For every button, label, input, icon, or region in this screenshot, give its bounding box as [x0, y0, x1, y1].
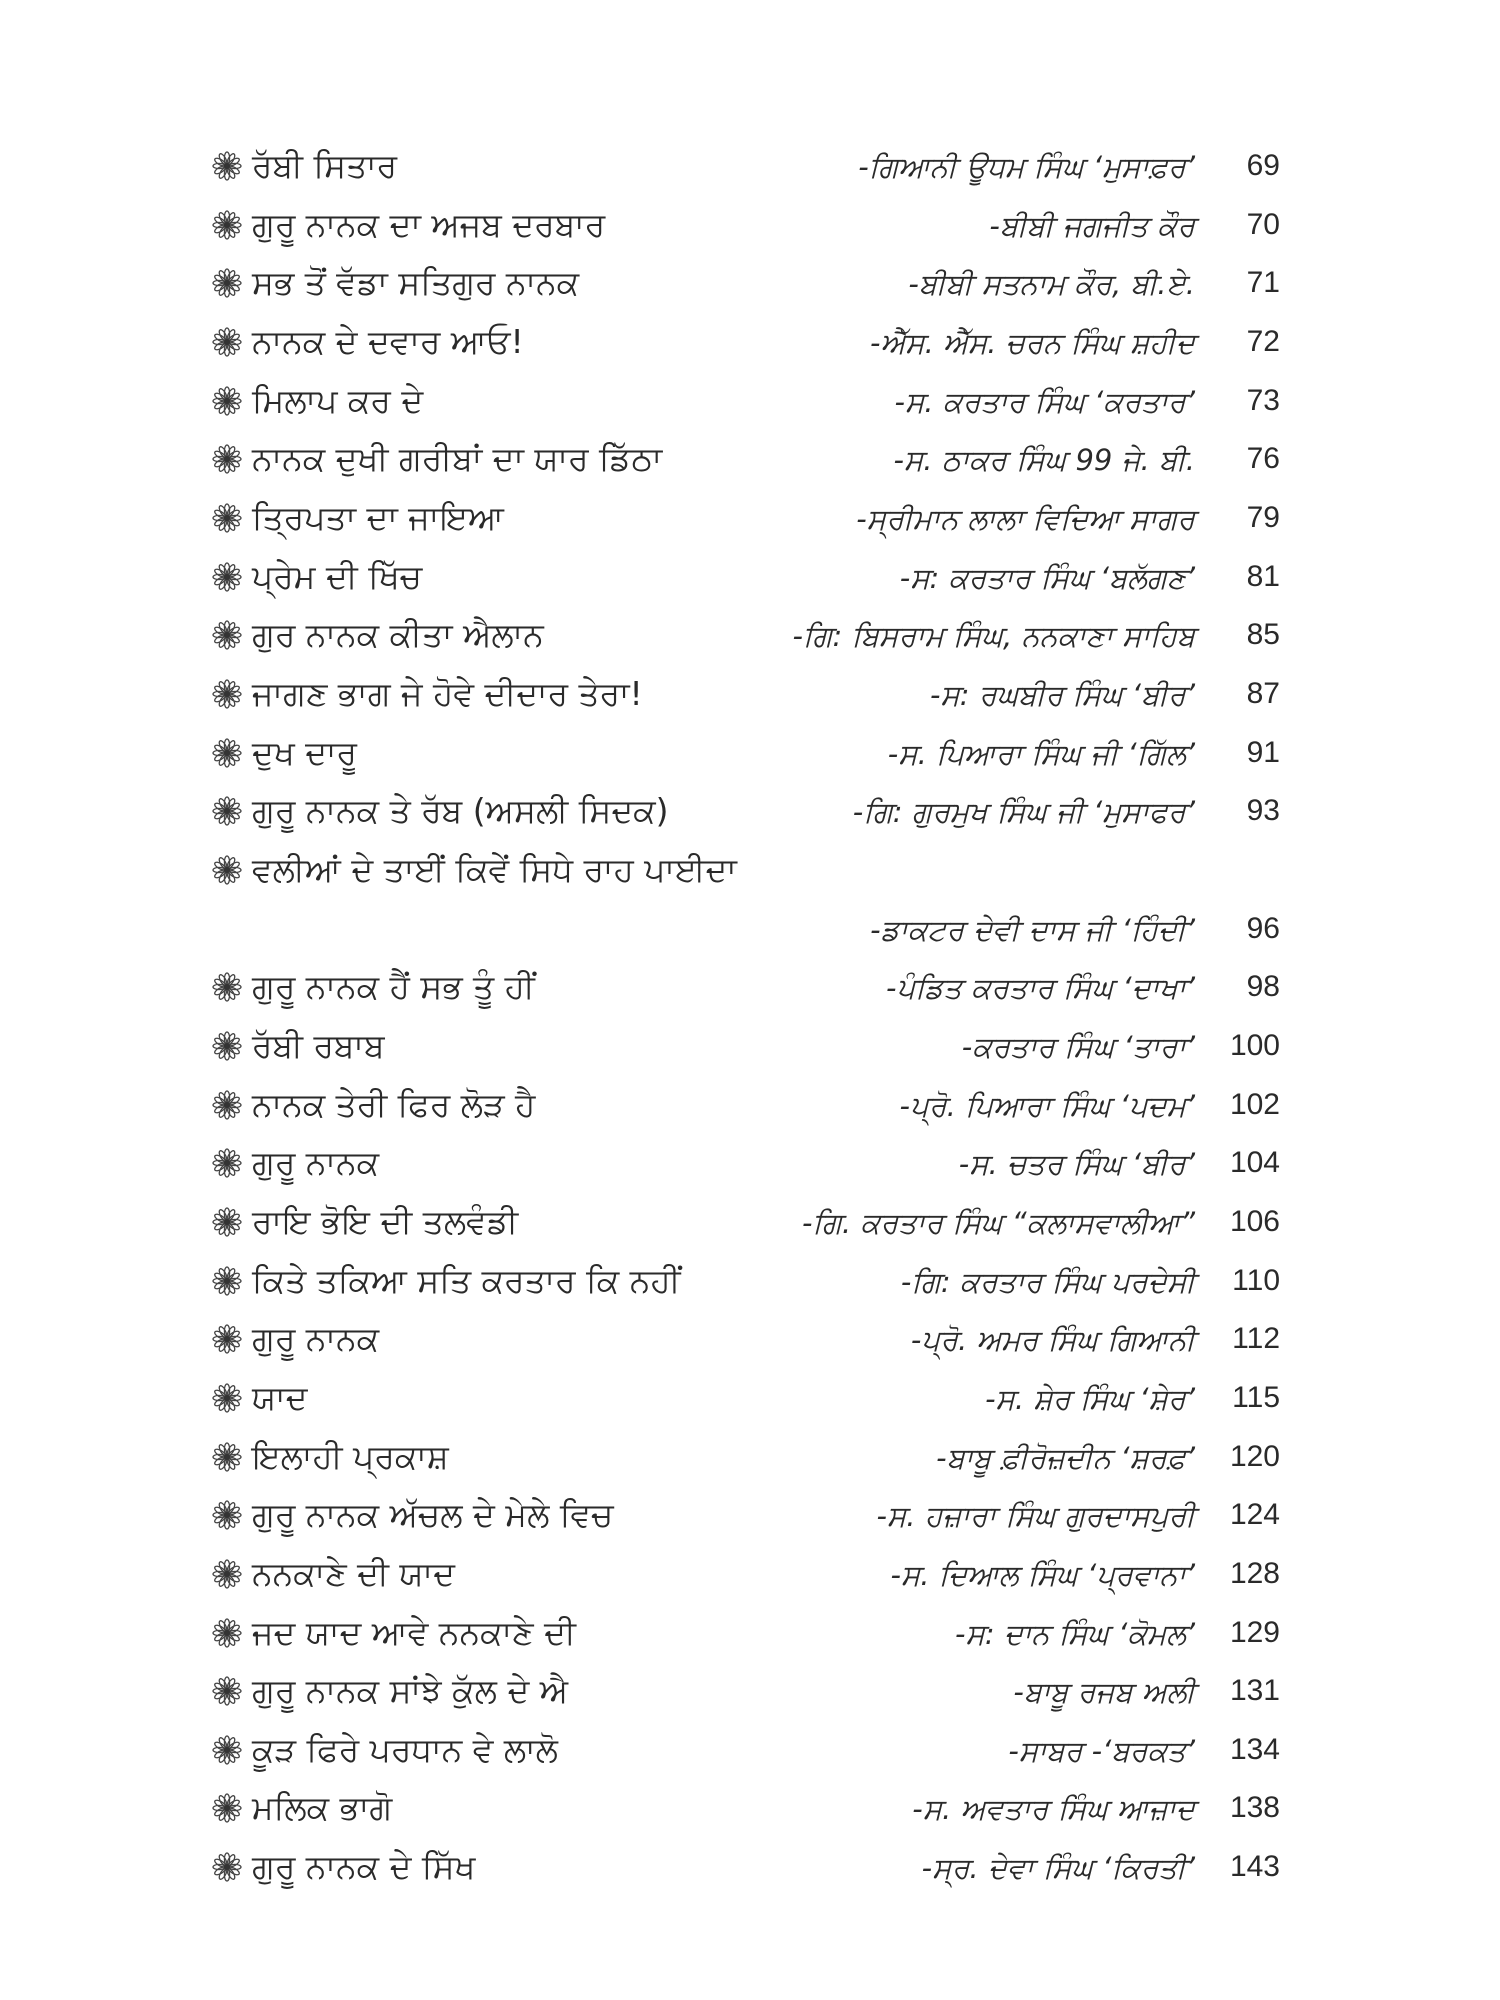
flower-bullet-icon: [212, 679, 242, 709]
entry-title: ਗੁਰੂ ਨਾਨਕ ਦੇ ਸਿੱਖ: [252, 1847, 476, 1887]
entry-title: ਗੁਰੂ ਨਾਨਕ ਦਾ ਅਜਬ ਦਰਬਾਰ: [252, 204, 606, 244]
toc-entry: [0, 1194, 1500, 1252]
entry-title: ਕੂੜ ਫਿਰੇ ਪਰਧਾਨ ਵੇ ਲਾਲੋ: [252, 1729, 558, 1769]
entry-title: ਨਾਨਕ ਦੇ ਦਵਾਰ ਆਓ!: [252, 321, 524, 361]
entry-author: -ਬੀਬੀ ਜਗਜੀਤ ਕੌਰ: [989, 208, 1195, 243]
toc-entry: [0, 666, 1500, 724]
entry-author: -ਗਿ: ਬਿਸਰਾਮ ਸਿੰਘ, ਨਨਕਾਣਾ ਸਾਹਿਬ: [792, 619, 1195, 654]
flower-bullet-icon: [212, 562, 242, 592]
entry-title: ਮਿਲਾਪ ਕਰ ਦੇ: [252, 380, 424, 420]
entry-title: ਜਾਗਣ ਭਾਗ ਜੇ ਹੋਵੇ ਦੀਦਾਰ ਤੇਰਾ!: [252, 673, 643, 713]
entry-page-number: 128: [1229, 1556, 1280, 1590]
entry-author: -ਸ. ਸ਼ੇਰ ਸਿੰਘ ‘ਸ਼ੇਰ’: [985, 1381, 1195, 1416]
entry-page-number: 91: [1246, 735, 1280, 769]
entry-page-number: 85: [1246, 618, 1280, 652]
flower-bullet-icon: [212, 855, 242, 885]
toc-entry: [0, 255, 1500, 313]
flower-bullet-icon: [212, 444, 242, 474]
flower-bullet-icon: [212, 1207, 242, 1237]
flower-bullet-icon: [212, 1500, 242, 1530]
toc-entry: [0, 1487, 1500, 1545]
toc-entry: [0, 1135, 1500, 1193]
entry-title: ਗੁਰੂ ਨਾਨਕ ਤੇ ਰੱਬ (ਅਸਲੀ ਸਿਦਕ): [252, 791, 669, 831]
entry-author: -ਸ: ਕਰਤਾਰ ਸਿੰਘ ‘ਬਲੱਗਣ’: [899, 560, 1195, 595]
toc-entry: [0, 725, 1500, 783]
entry-title: ਸਭ ਤੋਂ ਵੱਡਾ ਸਤਿਗੁਰ ਨਾਨਕ: [252, 263, 580, 303]
flower-bullet-icon: [212, 1442, 242, 1472]
entry-page-number: 87: [1246, 676, 1280, 710]
toc-entry: [0, 1253, 1500, 1311]
entry-page-number: 70: [1246, 207, 1280, 241]
entry-title: ਗੁਰੂ ਨਾਨਕ ਅੱਚਲ ਦੇ ਮੇਲੇ ਵਿਚ: [252, 1495, 614, 1535]
entry-title: ਪ੍ਰੇਮ ਦੀ ਖਿੱਚ: [252, 556, 423, 596]
entry-title: ਯਾਦ: [252, 1377, 308, 1417]
entry-author: -ਸ. ਅਵਤਾਰ ਸਿੰਘ ਆਜ਼ਾਦ: [912, 1792, 1195, 1827]
entry-title: ਰੱਬੀ ਰਬਾਬ: [252, 1025, 385, 1065]
entry-author: -ਪ੍ਰੋ. ਪਿਆਰਾ ਸਿੰਘ ‘ਪਦਮ’: [899, 1088, 1195, 1123]
entry-page-number: 104: [1229, 1146, 1280, 1180]
entry-author: -ਗਿਆਨੀ ਊਧਮ ਸਿੰਘ ‘ਮੁਸਾਫ਼ਰ’: [858, 150, 1195, 184]
toc-entry: [0, 1546, 1500, 1604]
entry-page-number: 98: [1246, 970, 1280, 1004]
entry-author: -ਐੱਸ. ਐੱਸ. ਚਰਨ ਸਿੰਘ ਸ਼ਹੀਦ: [869, 325, 1195, 360]
entry-author: -ਸ. ਕਰਤਾਰ ਸਿੰਘ ‘ਕਰਤਾਰ’: [894, 384, 1195, 419]
entry-page-number: 112: [1232, 1322, 1280, 1356]
entry-title: ਵਲੀਆਂ ਦੇ ਤਾਈਂ ਕਿਵੇਂ ਸਿਧੇ ਰਾਹ ਪਾਈਦਾ: [252, 849, 737, 889]
flower-bullet-icon: [212, 1676, 242, 1706]
flower-bullet-icon: [212, 1559, 242, 1589]
toc-entry: [0, 314, 1500, 372]
flower-bullet-icon: [212, 1852, 242, 1882]
flower-bullet-icon: [212, 1031, 242, 1061]
toc-entry: [0, 783, 1500, 841]
entry-author: -ਬੀਬੀ ਸਤਨਾਮ ਕੌਰ, ਬੀ.ਏ.: [908, 267, 1195, 302]
toc-entry: [0, 1311, 1500, 1369]
toc-entry: [0, 490, 1500, 548]
toc-entry: [0, 1722, 1500, 1780]
toc-entry: [0, 1077, 1500, 1135]
toc-entry: [0, 373, 1500, 431]
entry-title: ਗੁਰੂ ਨਾਨਕ ਹੈਂ ਸਭ ਤੂੰ ਹੀਂ: [252, 967, 535, 1007]
entry-author: -ਸ. ਠਾਕਰ ਸਿੰਘ 99 ਜੇ. ਬੀ.: [893, 443, 1195, 478]
entry-title: ਕਿਤੇ ਤਕਿਆ ਸਤਿ ਕਰਤਾਰ ਕਿ ਨਹੀਂ: [252, 1260, 681, 1300]
entry-title: ਤ੍ਰਿਪਤਾ ਦਾ ਜਾਇਆ: [252, 497, 504, 537]
entry-page-number: 120: [1229, 1439, 1280, 1473]
flower-bullet-icon: [212, 1324, 242, 1354]
entry-author: -ਕਰਤਾਰ ਸਿੰਘ ‘ਤਾਰਾ’: [961, 1029, 1195, 1064]
entry-author: -ਗਿ: ਕਰਤਾਰ ਸਿੰਘ ਪਰਦੇਸੀ: [900, 1264, 1195, 1299]
entry-page-number: 129: [1229, 1615, 1280, 1649]
flower-bullet-icon: [212, 1148, 242, 1178]
flower-bullet-icon: [212, 1735, 242, 1765]
entry-title: ਨਾਨਕ ਦੁਖੀ ਗਰੀਬਾਂ ਦਾ ਯਾਰ ਡਿੱਠਾ: [252, 439, 663, 479]
flower-bullet-icon: [212, 1383, 242, 1413]
flower-bullet-icon: [212, 210, 242, 240]
entry-author: -ਬਾਬੂ ਰਜਬ ਅਲੀ: [1013, 1675, 1195, 1710]
entry-title: ਨਨਕਾਣੇ ਦੀ ਯਾਦ: [252, 1553, 455, 1593]
toc-entry-continuation: [0, 901, 1500, 959]
entry-author: -ਸਾਬਰ -‘ਬਰਕਤ’: [1008, 1733, 1195, 1768]
entry-title: ਰੱਬੀ ਸਿਤਾਰ: [252, 146, 398, 185]
toc-entry: [0, 1429, 1500, 1487]
toc-entry: [0, 959, 1500, 1017]
entry-page-number: 81: [1246, 559, 1280, 593]
entry-page-number: 102: [1229, 1087, 1280, 1121]
entry-page-number: 106: [1229, 1204, 1280, 1238]
entry-author: -ਸ. ਦਿਆਲ ਸਿੰਘ ‘ਪ੍ਰਵਾਨਾ’: [890, 1557, 1195, 1592]
toc-entry: [0, 431, 1500, 489]
entry-author: -ਗਿ: ਗੁਰਮੁਖ ਸਿੰਘ ਜੀ ‘ਮੁਸਾਫਰ’: [852, 795, 1195, 830]
flower-bullet-icon: [212, 327, 242, 357]
entry-author: -ਸ. ਪਿਆਰਾ ਸਿੰਘ ਜੀ ‘ਗਿੱਲ’: [887, 736, 1195, 771]
flower-bullet-icon: [212, 1618, 242, 1648]
toc-entry: [0, 1663, 1500, 1721]
entry-title: ਨਾਨਕ ਤੇਰੀ ਫਿਰ ਲੋੜ ਹੈ: [252, 1084, 536, 1124]
entry-title: ਗੁਰ ਨਾਨਕ ਕੀਤਾ ਐਲਾਨ: [252, 615, 544, 655]
flower-bullet-icon: [212, 503, 242, 533]
entry-page-number: 93: [1246, 794, 1280, 828]
entry-page-number: 96: [1246, 911, 1280, 945]
flower-bullet-icon: [212, 1793, 242, 1823]
entry-page-number: 73: [1246, 383, 1280, 417]
entry-title: ਗੁਰੂ ਨਾਨਕ ਸਾਂਝੇ ਕੁੱਲ ਦੇ ਐ: [252, 1671, 569, 1711]
toc-entry: [0, 197, 1500, 255]
toc-entry: [0, 1605, 1500, 1663]
flower-bullet-icon: [212, 1266, 242, 1296]
entry-page-number: 100: [1229, 1028, 1280, 1062]
entry-page-number: 143: [1229, 1850, 1280, 1884]
toc-entry: [0, 1839, 1500, 1897]
entry-title: ਇਲਾਹੀ ਪ੍ਰਕਾਸ਼: [252, 1436, 449, 1476]
toc-entry: [0, 138, 1500, 196]
flower-bullet-icon: [212, 1090, 242, 1120]
entry-author: -ਪ੍ਰੋ. ਅਮਰ ਸਿੰਘ ਗਿਆਨੀ: [910, 1323, 1195, 1358]
entry-page-number: 76: [1246, 442, 1280, 476]
flower-bullet-icon: [212, 972, 242, 1002]
entry-page-number: 124: [1229, 1498, 1280, 1532]
entry-page-number: 72: [1246, 324, 1280, 358]
entry-author: -ਸ: ਰਘਬੀਰ ਸਿੰਘ ‘ਬੀਰ’: [929, 677, 1195, 712]
toc-entry: [0, 1780, 1500, 1838]
entry-page-number: 115: [1232, 1380, 1280, 1414]
entry-title: ਗੁਰੂ ਨਾਨਕ: [252, 1319, 380, 1359]
flower-bullet-icon: [212, 620, 242, 650]
entry-author: -ਸ. ਹਜ਼ਾਰਾ ਸਿੰਘ ਗੁਰਦਾਸਪੁਰੀ: [876, 1499, 1195, 1534]
entry-title: ਮਲਿਕ ਭਾਗੋ: [252, 1788, 393, 1828]
entry-author: -ਸ੍ਰ. ਦੇਵਾ ਸਿੰਘ ‘ਕਿਰਤੀ’: [921, 1851, 1195, 1886]
entry-page-number: 110: [1232, 1263, 1280, 1297]
toc-entry: [0, 549, 1500, 607]
entry-author: -ਡਾਕਟਰ ਦੇਵੀ ਦਾਸ ਜੀ ‘ਹਿੰਦੀ’: [870, 912, 1195, 947]
entry-title: ਜਦ ਯਾਦ ਆਵੇ ਨਨਕਾਣੇ ਦੀ: [252, 1612, 576, 1652]
entry-page-number: 138: [1229, 1791, 1280, 1825]
entry-author: -ਬਾਬੂ ਫ਼ੀਰੋਜ਼ਦੀਨ ‘ਸ਼ਰਫ਼’: [936, 1440, 1195, 1475]
entry-title: ਰਾਇ ਭੋਇ ਦੀ ਤਲਵੰਡੀ: [252, 1201, 519, 1241]
entry-page-number: 79: [1246, 500, 1280, 534]
flower-bullet-icon: [212, 796, 242, 826]
toc-entry: [0, 842, 1500, 900]
flower-bullet-icon: [212, 738, 242, 768]
entry-author: -ਸ: ਦਾਨ ਸਿੰਘ ‘ਕੋਮਲ’: [955, 1616, 1195, 1651]
flower-bullet-icon: [212, 386, 242, 416]
toc-entry: [0, 607, 1500, 665]
entry-author: -ਸ੍ਰੀਮਾਨ ਲਾਲਾ ਵਿਦਿਆ ਸਾਗਰ: [856, 501, 1195, 536]
toc-entry: [0, 1018, 1500, 1076]
entry-title: ਦੁਖ ਦਾਰੂ: [252, 732, 358, 772]
entry-page-number: 69: [1246, 149, 1280, 182]
entry-page-number: 134: [1229, 1732, 1280, 1766]
flower-bullet-icon: [212, 268, 242, 298]
entry-author: -ਪੰਡਿਤ ਕਰਤਾਰ ਸਿੰਘ ‘ਦਾਖਾ’: [885, 971, 1195, 1006]
toc-entry: [0, 1370, 1500, 1428]
entry-title: ਗੁਰੂ ਨਾਨਕ: [252, 1143, 380, 1183]
entry-author: -ਗਿ. ਕਰਤਾਰ ਸਿੰਘ “ਕਲਾਸਵਾਲੀਆ”: [801, 1205, 1195, 1240]
entry-page-number: 71: [1246, 266, 1280, 300]
entry-page-number: 131: [1229, 1674, 1280, 1708]
flower-bullet-icon: [212, 151, 242, 181]
entry-author: -ਸ. ਚਤਰ ਸਿੰਘ ‘ਬੀਰ’: [958, 1147, 1195, 1182]
